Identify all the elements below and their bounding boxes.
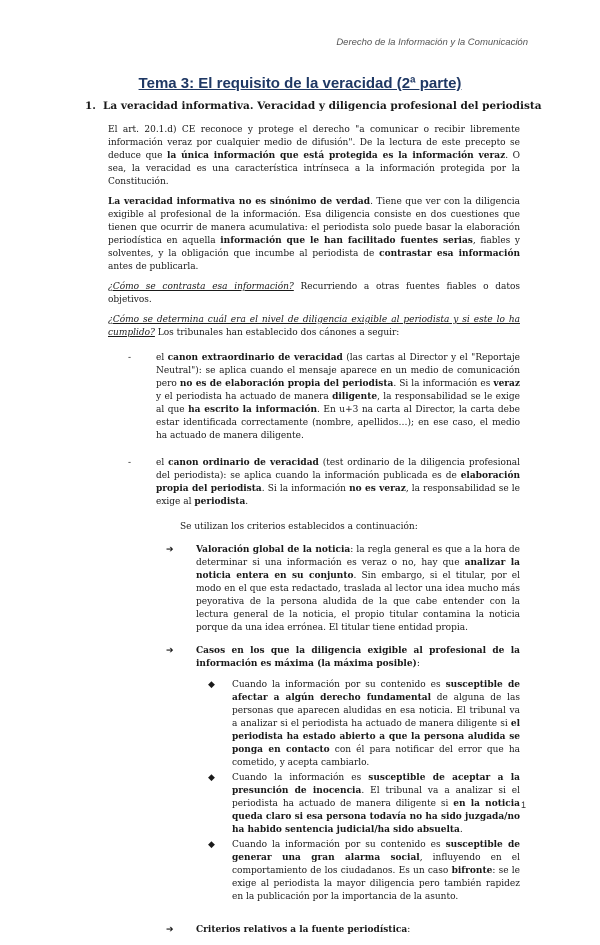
text-run: . En u+3 na carta al Director, la carta debe estar identificada correctamente (nombre, apellidos…); en ese caso, el medio ha actuado de manera diligente. [156, 405, 521, 441]
text-run: : se le exige al periodista la mayor diligencia pero también rapidez en la publicación por la importancia de la asunto. [232, 866, 520, 902]
bold-run: bifronte [451, 866, 493, 876]
text-run: Recurriendo a otras fuentes fiables o datos objetivos. [108, 282, 520, 305]
dash-bullet: - [128, 458, 132, 468]
bold-run: la única información que está protegida es la información veraz [167, 151, 506, 161]
bold-run: canon ordinario de veracidad [168, 458, 319, 468]
bold-run: diligente [332, 392, 378, 402]
text-run: . Tiene que ver con la diligencia exigible al profesional de la información. Esa diligencia consiste en dos cuestiones que tienen que ocurrir de manera acumulativa: el periodista solo puede basar la elaboración periodística en aquella [108, 197, 520, 246]
criterion-diligencia-maxima [108, 645, 520, 671]
text-run: (las cartas al Director y el "Reportaje Neutral"): se aplica cuando el mensaje aparece en un medio de comunicación pero [156, 353, 520, 389]
text-run: antes de publicarla. [108, 262, 199, 272]
bold-run: Criterios relativos a la fuente periodística [196, 925, 408, 935]
bold-run: contrastar esa información [379, 249, 520, 259]
list-item-canon-ordinario [108, 457, 520, 509]
question-run: ¿Cómo se determina cuál era el nivel de diligencia exigible al periodista y si este lo ha cumplido? [108, 315, 520, 338]
text-run: y el periodista ha actuado de manera [156, 392, 333, 402]
bold-run: veraz [493, 379, 520, 389]
text-run: : la regla general es que a la hora de determinar si una información es veraz o no, hay que [196, 545, 520, 568]
arrow-bullet-icon: ➔ [166, 545, 174, 555]
text-run: . [245, 497, 249, 507]
text-run: de alguna de las personas que aparecen aludidas en esa noticia. El tribunal va a analizar si el periodista ha actuado de manera diligente si [232, 693, 520, 729]
bold-run: elaboración propia del periodista [156, 471, 520, 494]
text-run: Cuando la información por su contenido es [232, 840, 446, 850]
diamond-bullet-icon: ◆ [208, 773, 215, 783]
bold-run: el periodista ha estado abierto a que la persona aludida se ponga en contacto [232, 719, 520, 755]
text-run: El art. 20.1.d) CE reconoce y protege el derecho "a comunicar o recibir libremente información veraz por cualquier medio de difusión". De la lectura de este precepto se deduce que [108, 125, 520, 161]
criterion-valoracion-global [108, 544, 520, 635]
bold-run: no es de elaboración propia del periodista [179, 379, 394, 389]
text-run: : [416, 659, 420, 669]
case-presuncion-inocencia [108, 772, 520, 837]
paragraph-veracidad [108, 196, 520, 274]
text-run: Cuando la información es [232, 773, 369, 783]
diamond-bullet-icon: ◆ [208, 840, 215, 850]
case-alarma-social [108, 839, 520, 904]
bold-run: información que le han facilitado fuentes serias [220, 236, 473, 246]
text-run: . Si la información es [393, 379, 494, 389]
bold-run: periodista [194, 497, 246, 507]
paragraph-question-1 [108, 281, 520, 307]
page-title: Tema 3: El requisito de la veracidad (2ª parte) [138, 75, 462, 92]
running-header: Derecho de la Información y la Comunicación [336, 37, 528, 48]
page-number: 1 [520, 800, 526, 810]
text-run: Los tribunales han establecido dos cánones a seguir: [154, 328, 400, 338]
arrow-bullet-icon: ➔ [166, 925, 174, 935]
text-run: , fiables y solventes, y la obligación que incumbe al periodista de [108, 236, 520, 259]
bold-run: Casos en los que la diligencia exigible al profesional de la información es máxima (la máxima posible) [196, 646, 520, 669]
text-run: el [156, 458, 169, 468]
text-run: con él para notificar del error que ha cometido, y acepta cambiarlo. [232, 745, 521, 768]
bold-run: no es veraz [349, 484, 406, 494]
list-item-content [156, 352, 520, 443]
text-run: , influyendo en el comportamiento de los ciudadanos. Es un caso [232, 853, 520, 876]
criterion-fuente-periodistica [108, 924, 520, 937]
bold-run: susceptible de generar una gran alarma social [232, 840, 521, 863]
arrow-bullet-icon: ➔ [166, 646, 174, 656]
bold-run: susceptible de aceptar a la presunción de inocencia [232, 773, 520, 796]
criteria-intro: Se utilizan los criterios establecidos a continuación: [180, 522, 418, 532]
text-run: . [459, 825, 463, 835]
document-body [108, 124, 520, 945]
paragraph-question-2 [108, 314, 520, 340]
text-run: (test ordinario de la diligencia profesional del periodista): se aplica cuando la información publicada es de [156, 458, 520, 481]
text-run: : [407, 925, 411, 935]
section-heading-text: La veracidad informativa. Veracidad y diligencia profesional del periodista [103, 100, 542, 112]
list-item-canon-extraordinario [108, 352, 520, 443]
question-run: ¿Cómo se contrasta esa información? [108, 282, 294, 292]
section-number: 1. [85, 100, 96, 112]
case-derecho-fundamental [108, 679, 520, 770]
bold-run: La veracidad informativa no es sinónimo de verdad [108, 197, 371, 207]
text-run: el [156, 353, 168, 363]
text-run: , la responsabilidad se le exige al [156, 484, 520, 507]
text-run: . Sin embargo, si el titular, por el modo en el que esta redactado, traslada al lector una idea mucho más peyorativa de la persona aludida de la que cabe entender con la lectura general de la noticia, el propio titular contamina la noticia porque da una idea errónea. El titular tiene entidad propia. [196, 571, 520, 633]
diamond-bullet-icon: ◆ [208, 680, 215, 690]
bold-run: canon extraordinario de veracidad [167, 353, 343, 363]
bold-run: en la noticia queda claro si esa persona todavía no ha sido juzgada/no ha habido sentencia judicial/ha sido absuelta [232, 799, 521, 835]
bold-run: susceptible de afectar a algún derecho fundamental [232, 680, 521, 703]
list-item-content [156, 457, 520, 509]
paragraph-intro [108, 124, 520, 189]
bold-run: analizar la noticia entera en su conjunto [196, 558, 520, 581]
text-run: . El tribunal va a analizar si el periodista ha actuado de manera diligente si [232, 786, 520, 809]
bold-run: Valoración global de la noticia [196, 545, 351, 555]
text-run: Cuando la información por su contenido es [232, 680, 446, 690]
bold-run: ha escrito la información [188, 405, 318, 415]
text-run: . Si la información [261, 484, 350, 494]
text-run: . O sea, la veracidad es una característica intrínseca a la información protegida por la Constitución. [108, 151, 520, 187]
dash-bullet: - [128, 353, 132, 363]
text-run: , la responsabilidad se le exige al que [156, 392, 521, 415]
